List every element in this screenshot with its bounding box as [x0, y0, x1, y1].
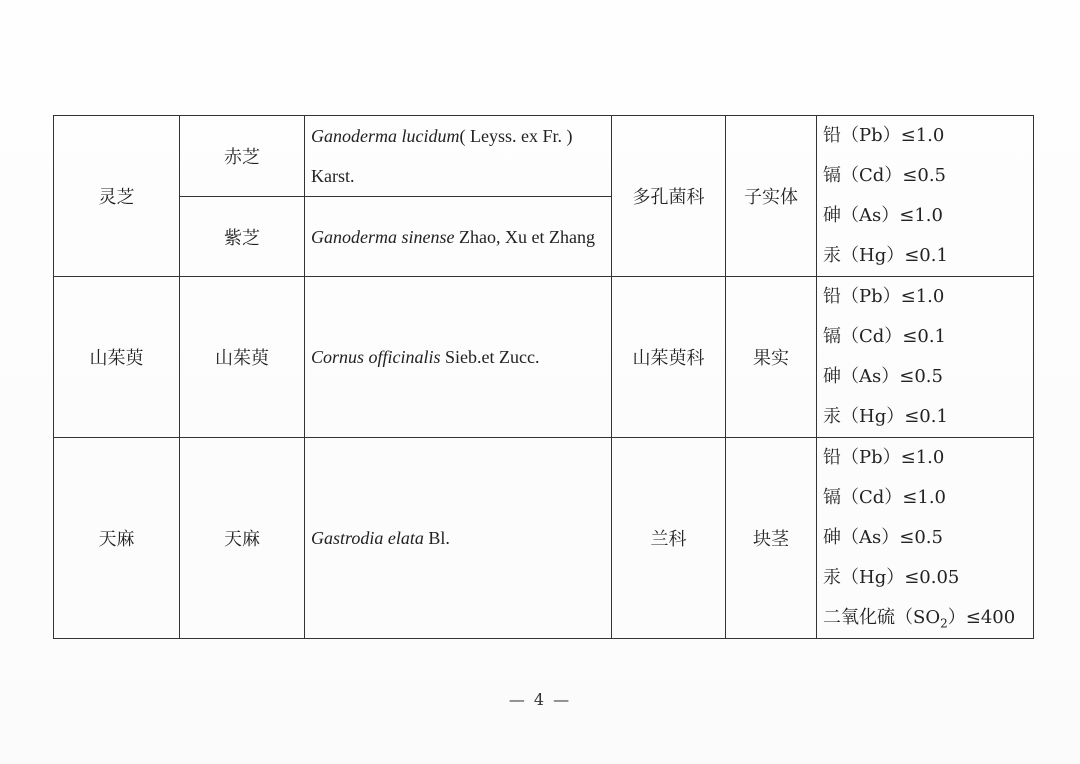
limits-cell: [817, 277, 1034, 438]
herb-name-cell: [54, 116, 180, 277]
herb-name-cell: [54, 438, 180, 639]
medicinal-part: 块茎: [753, 529, 789, 550]
latin-author: ( Leyss. ex Fr. ) Karst.: [311, 126, 573, 186]
herb-name-cell: [54, 277, 180, 438]
so2-prefix: 二氧化硫（SO: [823, 607, 941, 628]
limit-mercury: 汞（Hg）≤0.05: [823, 567, 960, 588]
herb-name: 天麻: [98, 529, 135, 550]
source-name: 紫芝: [224, 227, 260, 249]
source-name: 赤芝: [224, 147, 260, 168]
limit-arsenic: 砷（As）≤0.5: [823, 366, 943, 387]
herb-heavy-metal-limits-table: [53, 115, 1034, 639]
latin-name-cell: [305, 438, 612, 639]
latin-author: Zhao, Xu et Zhang: [454, 226, 595, 247]
family-cell: [612, 277, 726, 438]
latin-author: Sieb.et Zucc.: [440, 347, 540, 367]
medicinal-part-cell: [726, 438, 817, 639]
latin-author: Bl.: [423, 528, 450, 548]
limit-mercury: 汞（Hg）≤0.1: [823, 406, 948, 427]
family-name: 多孔菌科: [632, 187, 705, 208]
so2-suffix: ）≤400: [947, 607, 1016, 628]
family-cell: [612, 116, 726, 277]
source-name-cell: [180, 438, 305, 639]
herb-name: 山茱萸: [89, 348, 144, 369]
table-row: [54, 116, 1034, 197]
latin-genus-species: Ganoderma sinense: [311, 226, 455, 247]
limit-lead: 铅（Pb）≤1.0: [823, 125, 945, 146]
limit-lead: 铅（Pb）≤1.0: [823, 447, 945, 468]
limits-cell: [817, 438, 1034, 639]
limit-arsenic: 砷（As）≤1.0: [823, 205, 943, 226]
medicinal-part: 果实: [753, 348, 789, 369]
herb-name: 灵芝: [98, 187, 135, 208]
limit-cadmium: 镉（Cd）≤0.5: [823, 165, 947, 186]
family-cell: [612, 438, 726, 639]
limit-lead: 铅（Pb）≤1.0: [823, 286, 945, 307]
so2-subscript: 2: [940, 616, 948, 631]
latin-name-cell: [305, 277, 612, 438]
latin-genus-species: Gastrodia elata: [311, 528, 424, 548]
table-row: [54, 438, 1034, 639]
limit-sulfur-dioxide: [823, 598, 1027, 638]
medicinal-part-cell: [726, 116, 817, 277]
latin-genus-species: Cornus officinalis: [311, 347, 441, 367]
limit-arsenic: 砷（As）≤0.5: [823, 527, 943, 548]
latin-name-cell: [305, 197, 612, 277]
family-name: 山茱萸科: [632, 348, 705, 369]
source-name-cell: [180, 277, 305, 438]
source-name-cell: [180, 116, 305, 197]
limit-mercury: 汞（Hg）≤0.1: [823, 245, 948, 266]
limits-cell: [817, 116, 1034, 277]
latin-genus-species: Ganoderma lucidum: [311, 126, 460, 146]
limit-cadmium: 镉（Cd）≤1.0: [823, 487, 947, 508]
medicinal-part-cell: [726, 277, 817, 438]
family-name: 兰科: [650, 529, 687, 550]
source-name: 天麻: [224, 529, 260, 550]
limit-cadmium: 镉（Cd）≤0.1: [823, 326, 947, 347]
table-row: [54, 277, 1034, 438]
source-name-cell: [180, 197, 305, 277]
medicinal-part: 子实体: [744, 187, 798, 208]
source-name: 山茱萸: [215, 348, 269, 369]
latin-name-cell: [305, 116, 612, 197]
page-number: — 4 —: [508, 690, 572, 709]
